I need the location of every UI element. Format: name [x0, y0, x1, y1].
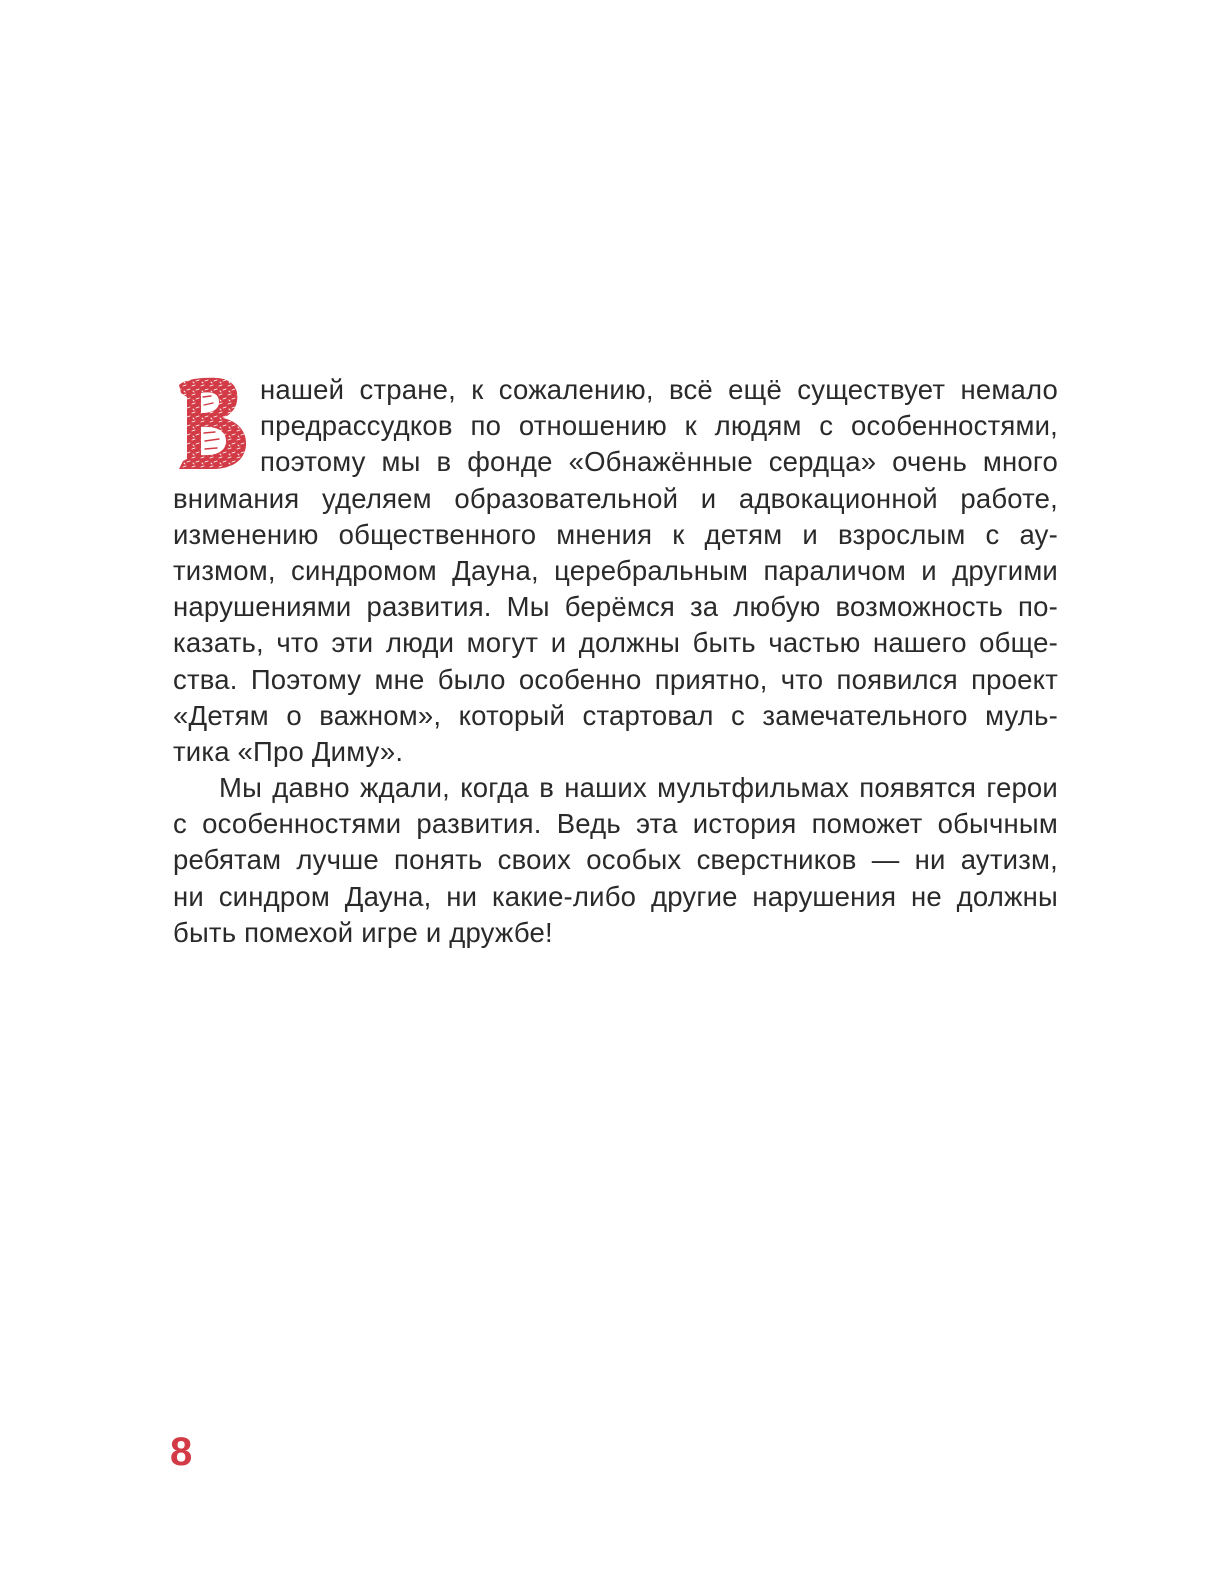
paragraph-1: [173, 372, 1058, 770]
paragraph-line: тизмом, синдромом Дауна, церебральным параличом и другими: [173, 554, 1058, 586]
paragraph-line: «Детям о важном», который стартовал с замечательного муль-: [173, 699, 1058, 731]
paragraph-line: нашей стране, к сожалению, всё ещё существует немало: [260, 374, 1058, 405]
paragraph-line: ни синдром Дауна, ни какие-либо другие нарушения не должны: [173, 880, 1058, 912]
paragraph-line: изменению общественного мнения к детям и взрослым с ау-: [173, 518, 1058, 550]
paragraph-line: предрассудков по отношению к людям с особенностями,: [260, 410, 1058, 442]
paragraph-line: ребятам лучше понять своих особых сверстников — ни аутизм,: [173, 844, 1058, 876]
paragraph-line: быть помехой игре и дружбе!: [173, 916, 553, 948]
paragraph-line: тика «Про Диму».: [173, 735, 404, 767]
paragraph-line: поэтому мы в фонде «Обнажённые сердца» очень много: [260, 446, 1058, 478]
paragraph-line: ства. Поэтому мне было особенно приятно, что появился проект: [173, 663, 1058, 695]
paragraph-2: [173, 770, 1058, 951]
paragraph-line: внимания уделяем образовательной и адвокационной работе,: [173, 482, 1058, 514]
page-number: 8: [170, 1430, 193, 1474]
paragraph-line: с особенностями развития. Ведь эта история поможет обычным: [173, 808, 1058, 840]
body-text: [173, 372, 1058, 951]
paragraph-line: казать, что эти люди могут и должны быть частью нашего обще-: [173, 627, 1058, 659]
paragraph-line: нарушениями развития. Мы берёмся за любую возможность по-: [173, 591, 1058, 623]
paragraph-line: Мы давно ждали, когда в наших мультфильмах появятся герои: [219, 772, 1058, 804]
